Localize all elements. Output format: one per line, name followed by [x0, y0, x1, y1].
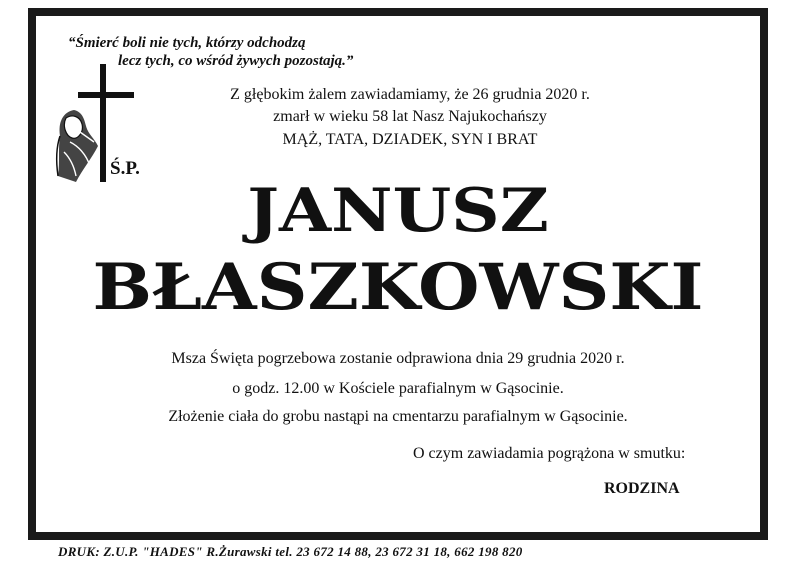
funeral-details-line-3: Złożenie ciała do grobu nastąpi na cmentarzu parafialnym w Gąsocinie. [168, 408, 628, 425]
announcement-line-2: zmarł w wieku 58 lat Nasz Najukochańszy [273, 108, 547, 125]
announcement-line-3: MĄŻ, TATA, DZIADEK, SYN I BRAT [282, 131, 538, 148]
memorial-prefix: Ś.P. [110, 158, 140, 179]
family-signature: RODZINA [604, 480, 680, 497]
announcement-line-1: Z głębokim żalem zawiadamiamy, że 26 grudnia 2020 r. [230, 86, 590, 103]
deceased-first-name: JANUSZ [247, 176, 549, 246]
quote-line-1: “Śmierć boli nie tych, którzy odchodzą [68, 35, 306, 51]
quote-line-2: lecz tych, co wśród żywych pozostają.” [118, 53, 354, 69]
funeral-details-line-1: Msza Święta pogrzebowa zostanie odprawiona dnia 29 grudnia 2020 r. [171, 350, 625, 367]
deceased-last-name: BŁASZKOWSKI [92, 250, 704, 325]
funeral-details-line-2: o godz. 12.00 w Kościele parafialnym w Gąsocinie. [232, 380, 564, 397]
closing-line: O czym zawiadamia pogrążona w smutku: [413, 445, 686, 462]
printer-footer: DRUK: Z.U.P. "HADES" R.Żurawski tel. 23 672 14 88, 23 672 31 18, 662 198 820 [58, 544, 523, 559]
